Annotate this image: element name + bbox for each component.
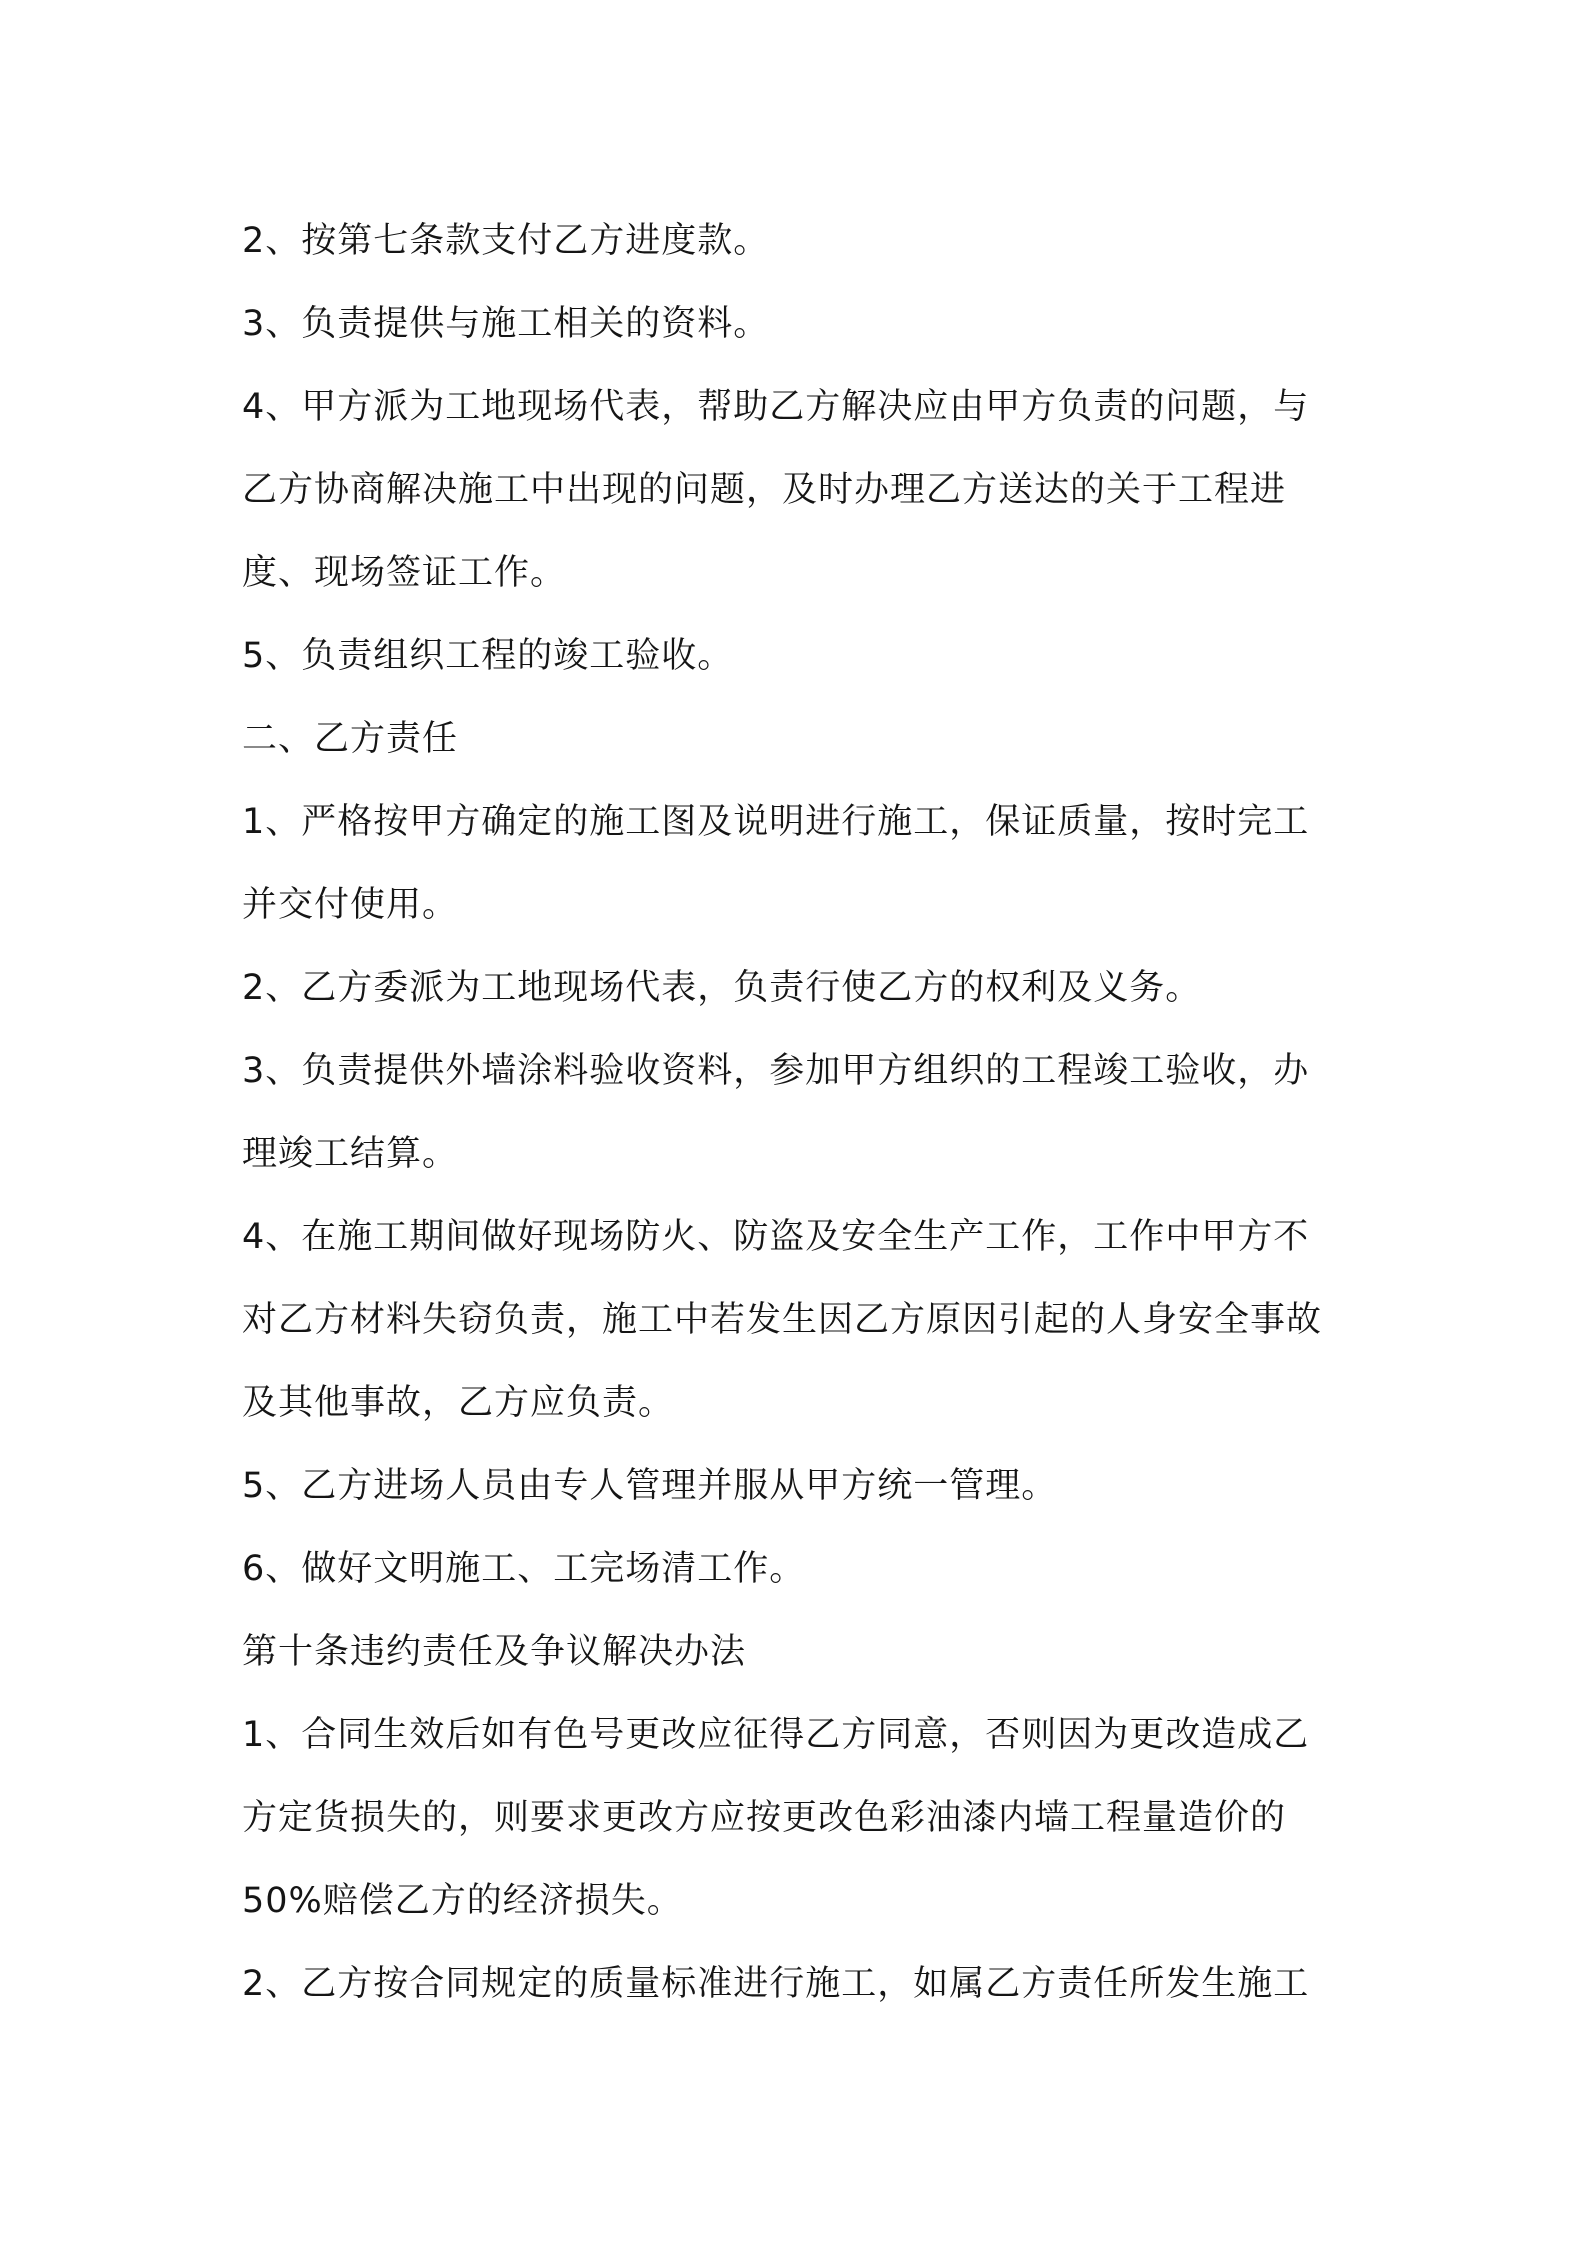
- text-line: 理竣工结算。: [242, 1134, 459, 1174]
- article-heading: 第十条违约责任及争议解决办法: [242, 1632, 747, 1672]
- text-line: 5、负责组织工程的竣工验收。: [242, 636, 734, 676]
- text-line: 2、乙方委派为工地现场代表，负责行使乙方的权利及义务。: [242, 968, 1202, 1008]
- text-line: 并交付使用。: [242, 885, 459, 925]
- contract-text-body: [242, 200, 1362, 2026]
- section-heading: 二、乙方责任: [242, 719, 459, 759]
- text-line: 1、合同生效后如有色号更改应征得乙方同意，否则因为更改造成乙: [242, 1715, 1310, 1755]
- text-line: 2、乙方按合同规定的质量标准进行施工，如属乙方责任所发生施工: [242, 1964, 1310, 2004]
- text-line: 4、在施工期间做好现场防火、防盗及安全生产工作，工作中甲方不: [242, 1217, 1310, 1257]
- text-line: 度、现场签证工作。: [242, 553, 567, 593]
- text-line: 3、负责提供外墙涂料验收资料，参加甲方组织的工程竣工验收，办: [242, 1051, 1310, 1091]
- text-line: 50%赔偿乙方的经济损失。: [242, 1881, 683, 1921]
- text-line: 对乙方材料失窃负责，施工中若发生因乙方原因引起的人身安全事故: [242, 1300, 1323, 1340]
- text-line: 3、负责提供与施工相关的资料。: [242, 304, 770, 344]
- text-line: 6、做好文明施工、工完场清工作。: [242, 1549, 806, 1589]
- text-line: 4、甲方派为工地现场代表，帮助乙方解决应由甲方负责的问题，与: [242, 387, 1310, 427]
- text-line: 2、按第七条款支付乙方进度款。: [242, 221, 770, 261]
- text-line: 方定货损失的，则要求更改方应按更改色彩油漆内墙工程量造价的: [242, 1798, 1287, 1838]
- text-line: 及其他事故，乙方应负责。: [242, 1383, 675, 1423]
- text-line: 5、乙方进场人员由专人管理并服从甲方统一管理。: [242, 1466, 1058, 1506]
- text-line: 乙方协商解决施工中出现的问题，及时办理乙方送达的关于工程进: [242, 470, 1287, 510]
- text-line: 1、严格按甲方确定的施工图及说明进行施工，保证质量，按时完工: [242, 802, 1310, 842]
